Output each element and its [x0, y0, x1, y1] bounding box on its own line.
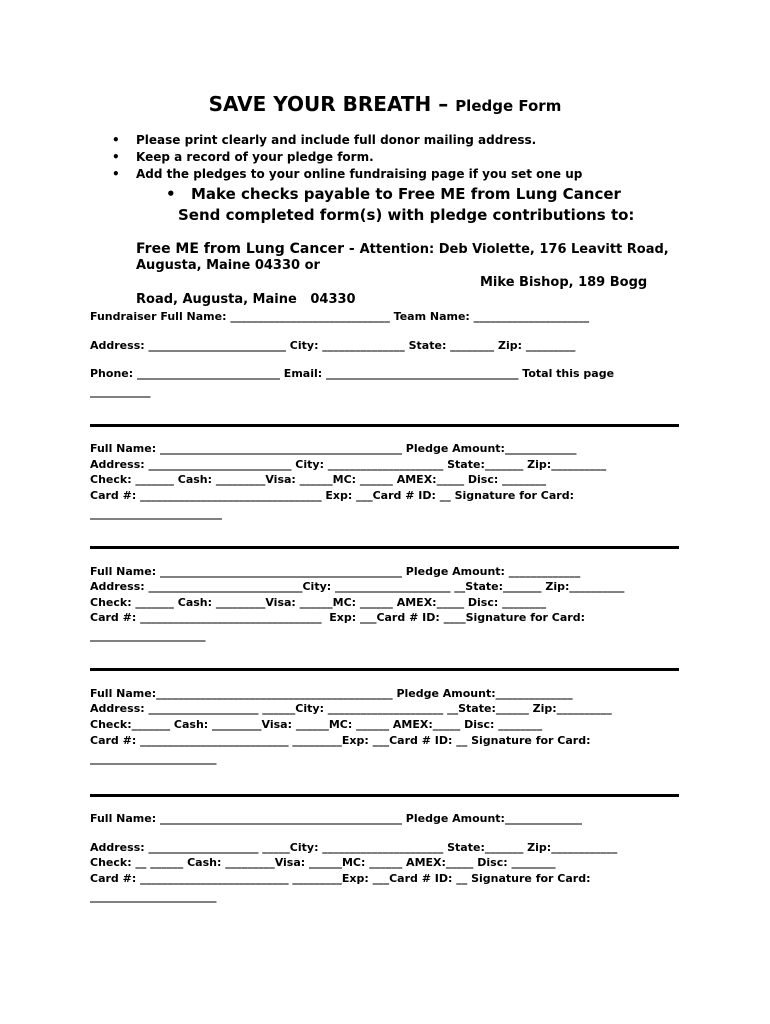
- fundraiser-phone-email-field[interactable]: Phone: __________________________ Email: ___________________________________ Total this page: [90, 367, 615, 380]
- pledge-3-payment-field[interactable]: Check:_______ Cash: _________Visa: ______MC: ______ AMEX:_____ Disc: ________: [90, 718, 543, 731]
- pledge-3-name-field[interactable]: Full Name:___________________________________________ Pledge Amount:______________: [90, 687, 573, 700]
- send-forms-line: Send completed form(s) with pledge contributions to:: [178, 206, 635, 224]
- pledge-3-address-field[interactable]: Address: ____________________ ______City: _____________________ __State:______ Zip:__________: [90, 702, 612, 715]
- pledge-4-address-field[interactable]: Address: ____________________ _____City: ______________________ State:_______ Zip:____________: [90, 841, 618, 854]
- pledge-2-signature-field[interactable]: _____________________: [90, 629, 206, 642]
- pledge-1-payment-field[interactable]: Check: _______ Cash: _________Visa: ______MC: ______ AMEX:_____ Disc: ________: [90, 473, 547, 486]
- mailing-address-line4: Road, Augusta, Maine 04330: [136, 292, 356, 307]
- bullet-text: Keep a record of your pledge form.: [136, 150, 374, 164]
- fundraiser-address-field[interactable]: Address: _________________________ City: _______________ State: ________ Zip: _________: [90, 339, 576, 352]
- pledge-4-signature-field[interactable]: _______________________: [90, 890, 217, 903]
- pledge-1-card-field[interactable]: Card #: _________________________________ Exp: ___Card # ID: __ Signature for Card:: [90, 489, 574, 502]
- pledge-3-card-field[interactable]: Card #: ___________________________ _________Exp: ___Card # ID: __ Signature for Card:: [90, 734, 591, 747]
- divider: [90, 546, 679, 549]
- org-name: Free ME from Lung Cancer -: [136, 241, 360, 257]
- pledge-2-payment-field[interactable]: Check: _______ Cash: _________Visa: ______MC: ______ AMEX:_____ Disc: ________: [90, 596, 547, 609]
- fundraiser-name-team-field[interactable]: Fundraiser Full Name: _____________________________ Team Name: _____________________: [90, 310, 590, 323]
- divider: [90, 668, 679, 671]
- mailing-address-line3: Mike Bishop, 189 Bogg: [480, 275, 648, 290]
- mailing-address-line2: Augusta, Maine 04330 or: [136, 258, 320, 273]
- bullet-text: Add the pledges to your online fundraising page if you set one up: [136, 167, 583, 181]
- pledge-1-signature-field[interactable]: ________________________: [90, 507, 222, 520]
- pledge-4-payment-field[interactable]: Check: __ ______ Cash: _________Visa: ______MC: ______ AMEX:_____ Disc: ________: [90, 856, 556, 869]
- page-title: [0, 92, 770, 116]
- mailing-address-line1: [136, 238, 669, 257]
- pledge-2-address-field[interactable]: Address: ____________________________City: _____________________ __State:_______ Zip:__________: [90, 580, 625, 593]
- pledge-2-name-field[interactable]: Full Name: ____________________________________________ Pledge Amount: _____________: [90, 565, 581, 578]
- pledge-1-name-field[interactable]: Full Name: ____________________________________________ Pledge Amount:_____________: [90, 442, 577, 455]
- divider: [90, 794, 679, 797]
- bullet-item: • Please print clearly and include full donor mailing address.: [112, 133, 537, 147]
- pledge-2-card-field[interactable]: Card #: _________________________________ Exp: ___Card # ID: ____Signature for Card:: [90, 611, 585, 624]
- bullet-item: • Add the pledges to your online fundraising page if you set one up: [112, 167, 583, 181]
- title-main: SAVE YOUR BREATH –: [208, 92, 456, 116]
- divider: [90, 424, 679, 427]
- pledge-3-signature-field[interactable]: _______________________: [90, 752, 217, 765]
- pledge-4-card-field[interactable]: Card #: ___________________________ _________Exp: ___Card # ID: __ Signature for Card:: [90, 872, 591, 885]
- pledge-1-address-field[interactable]: Address: __________________________ City: _____________________ State:_______ Zip:__________: [90, 458, 607, 471]
- attention-text: Attention: Deb Violette, 176 Leavitt Road,: [359, 242, 669, 257]
- checks-payable-text: Make checks payable to Free ME from Lung Cancer: [191, 185, 621, 203]
- pledge-4-name-field[interactable]: Full Name: ____________________________________________ Pledge Amount:______________: [90, 812, 582, 825]
- fundraiser-total-field[interactable]: ___________: [90, 385, 151, 398]
- checks-payable-line: • Make checks payable to Free ME from Lung Cancer: [166, 185, 621, 203]
- bullet-item: • Keep a record of your pledge form.: [112, 150, 374, 164]
- bullet-text: Please print clearly and include full donor mailing address.: [136, 133, 537, 147]
- title-sub: Pledge Form: [455, 97, 562, 115]
